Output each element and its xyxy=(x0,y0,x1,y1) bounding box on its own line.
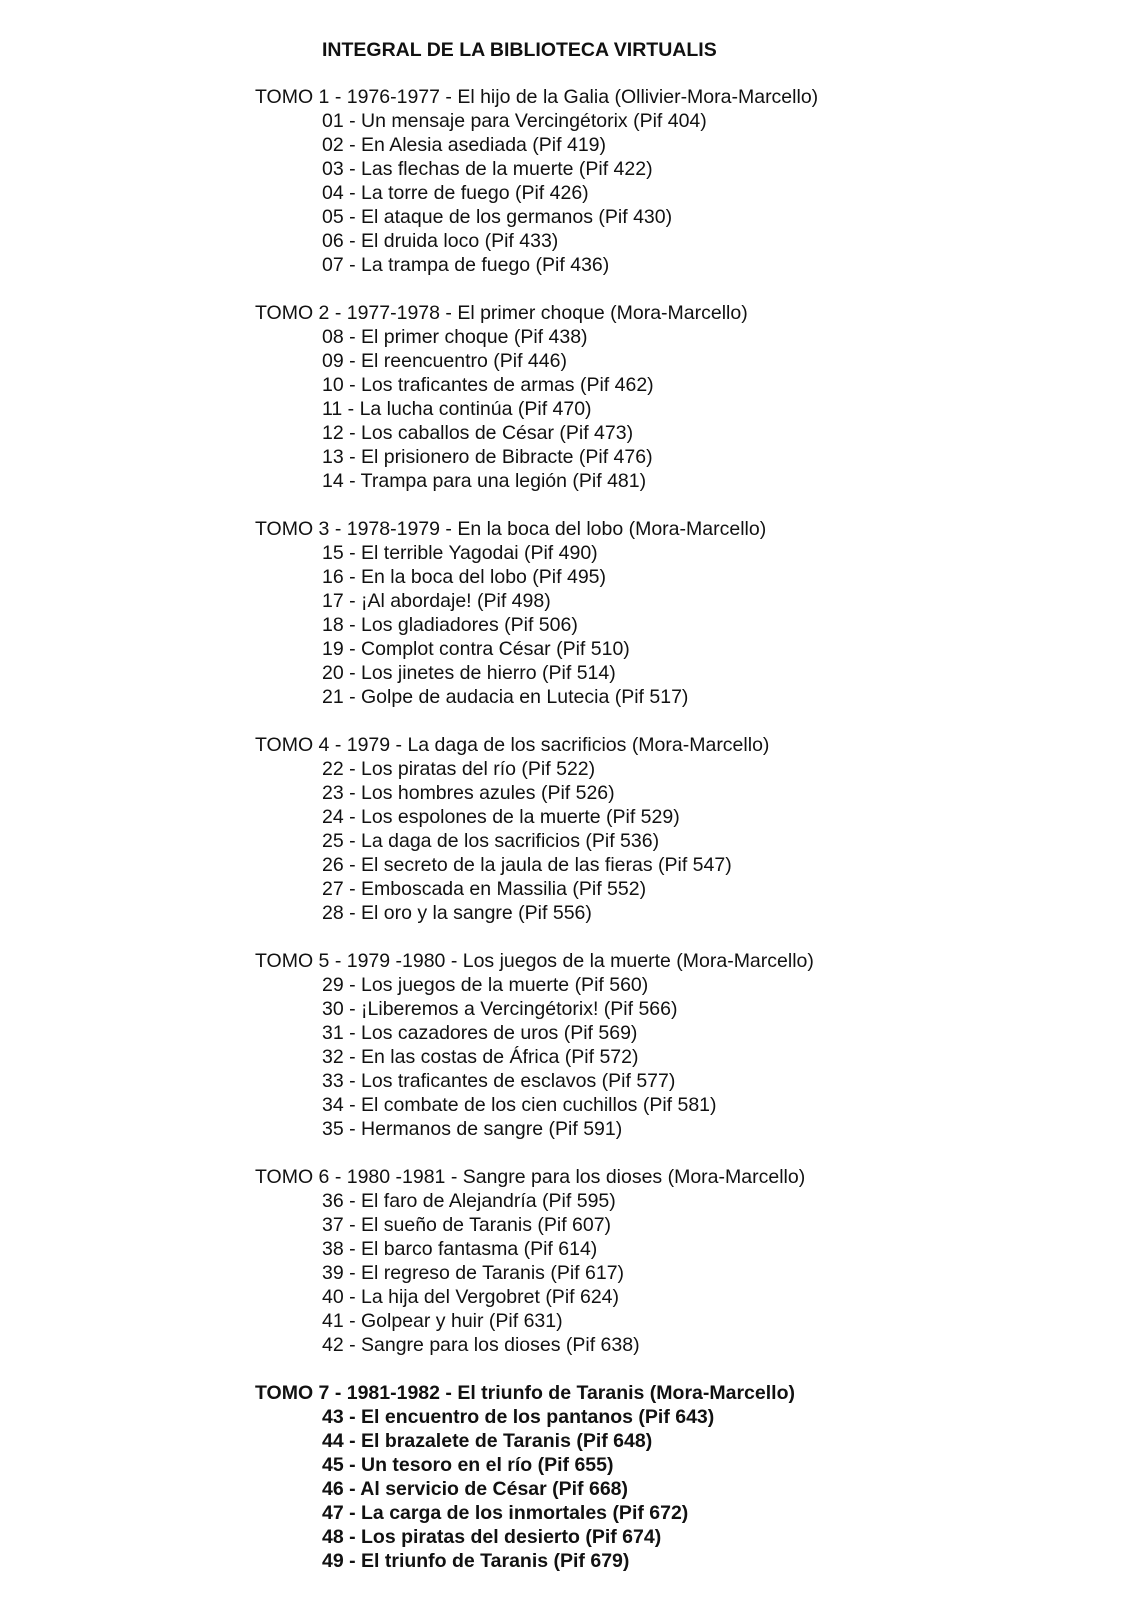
episode-item: 39 - El regreso de Taranis (Pif 617) xyxy=(322,1262,625,1284)
episode-item: 44 - El brazalete de Taranis (Pif 648) xyxy=(322,1430,653,1452)
episode-item: 06 - El druida loco (Pif 433) xyxy=(322,230,559,252)
volume-header: TOMO 7 - 1981-1982 - El triunfo de Taranis (Mora-Marcello) xyxy=(255,1382,795,1404)
episode-item: 05 - El ataque de los germanos (Pif 430) xyxy=(322,206,673,228)
episode-item: 02 - En Alesia asediada (Pif 419) xyxy=(322,134,607,156)
episode-item: 26 - El secreto de la jaula de las fieras (Pif 547) xyxy=(322,854,732,876)
page-title: INTEGRAL DE LA BIBLIOTECA VIRTUALIS xyxy=(322,39,717,61)
episode-item: 11 - La lucha continúa (Pif 470) xyxy=(322,398,592,420)
episode-item: 42 - Sangre para los dioses (Pif 638) xyxy=(322,1334,640,1356)
volume-section xyxy=(255,1381,1115,1573)
episode-item: 28 - El oro y la sangre (Pif 556) xyxy=(322,902,592,924)
episode-item: 30 - ¡Liberemos a Vercingétorix! (Pif 566) xyxy=(322,998,678,1020)
episode-item: 18 - Los gladiadores (Pif 506) xyxy=(322,614,578,636)
episode-item: 41 - Golpear y huir (Pif 631) xyxy=(322,1310,563,1332)
episode-item: 32 - En las costas de África (Pif 572) xyxy=(322,1046,639,1068)
episode-list xyxy=(255,757,1115,925)
episode-item: 01 - Un mensaje para Vercingétorix (Pif 404) xyxy=(322,110,707,132)
episode-item: 46 - Al servicio de César (Pif 668) xyxy=(322,1478,629,1500)
episode-item: 24 - Los espolones de la muerte (Pif 529) xyxy=(322,806,680,828)
episode-item: 03 - Las flechas de la muerte (Pif 422) xyxy=(322,158,653,180)
episode-item: 45 - Un tesoro en el río (Pif 655) xyxy=(322,1454,614,1476)
episode-list xyxy=(255,325,1115,493)
volume-header: TOMO 3 - 1978-1979 - En la boca del lobo (Mora-Marcello) xyxy=(255,518,767,540)
volume-header: TOMO 4 - 1979 - La daga de los sacrificios (Mora-Marcello) xyxy=(255,734,770,756)
episode-item: 43 - El encuentro de los pantanos (Pif 643) xyxy=(322,1406,715,1428)
episode-item: 35 - Hermanos de sangre (Pif 591) xyxy=(322,1118,623,1140)
episode-item: 29 - Los juegos de la muerte (Pif 560) xyxy=(322,974,649,996)
volume-header: TOMO 6 - 1980 -1981 - Sangre para los dioses (Mora-Marcello) xyxy=(255,1166,806,1188)
volume-section xyxy=(255,949,1115,1141)
volume-header: TOMO 2 - 1977-1978 - El primer choque (Mora-Marcello) xyxy=(255,302,748,324)
episode-list xyxy=(255,973,1115,1141)
volume-section xyxy=(255,1165,1115,1357)
episode-list xyxy=(255,1189,1115,1357)
episode-item: 13 - El prisionero de Bibracte (Pif 476) xyxy=(322,446,653,468)
episode-list xyxy=(255,541,1115,709)
episode-item: 40 - La hija del Vergobret (Pif 624) xyxy=(322,1286,620,1308)
episode-item: 47 - La carga de los inmortales (Pif 672) xyxy=(322,1502,689,1524)
episode-item: 15 - El terrible Yagodai (Pif 490) xyxy=(322,542,598,564)
episode-item: 19 - Complot contra César (Pif 510) xyxy=(322,638,630,660)
episode-item: 20 - Los jinetes de hierro (Pif 514) xyxy=(322,662,616,684)
episode-item: 31 - Los cazadores de uros (Pif 569) xyxy=(322,1022,638,1044)
episode-item: 36 - El faro de Alejandría (Pif 595) xyxy=(322,1190,616,1212)
episode-item: 34 - El combate de los cien cuchillos (Pif 581) xyxy=(322,1094,717,1116)
episode-item: 09 - El reencuentro (Pif 446) xyxy=(322,350,567,372)
episode-item: 04 - La torre de fuego (Pif 426) xyxy=(322,182,589,204)
episode-item: 17 - ¡Al abordaje! (Pif 498) xyxy=(322,590,551,612)
episode-item: 27 - Emboscada en Massilia (Pif 552) xyxy=(322,878,647,900)
episode-item: 21 - Golpe de audacia en Lutecia (Pif 517) xyxy=(322,686,689,708)
episode-item: 33 - Los traficantes de esclavos (Pif 577) xyxy=(322,1070,676,1092)
volume-section xyxy=(255,517,1115,709)
episode-item: 37 - El sueño de Taranis (Pif 607) xyxy=(322,1214,612,1236)
volume-header: TOMO 1 - 1976-1977 - El hijo de la Galia (Ollivier-Mora-Marcello) xyxy=(255,86,819,108)
episode-item: 48 - Los piratas del desierto (Pif 674) xyxy=(322,1526,662,1548)
volume-section xyxy=(255,301,1115,493)
episode-item: 22 - Los piratas del río (Pif 522) xyxy=(322,758,596,780)
volume-list xyxy=(255,85,1115,1597)
episode-item: 10 - Los traficantes de armas (Pif 462) xyxy=(322,374,654,396)
episode-item: 07 - La trampa de fuego (Pif 436) xyxy=(322,254,610,276)
episode-list xyxy=(255,109,1115,277)
episode-item: 38 - El barco fantasma (Pif 614) xyxy=(322,1238,598,1260)
episode-item: 49 - El triunfo de Taranis (Pif 679) xyxy=(322,1550,630,1572)
episode-item: 23 - Los hombres azules (Pif 526) xyxy=(322,782,615,804)
volume-header: TOMO 5 - 1979 -1980 - Los juegos de la muerte (Mora-Marcello) xyxy=(255,950,814,972)
volume-section xyxy=(255,733,1115,925)
episode-item: 16 - En la boca del lobo (Pif 495) xyxy=(322,566,607,588)
episode-item: 08 - El primer choque (Pif 438) xyxy=(322,326,588,348)
volume-section xyxy=(255,85,1115,277)
episode-item: 25 - La daga de los sacrificios (Pif 536) xyxy=(322,830,660,852)
episode-item: 14 - Trampa para una legión (Pif 481) xyxy=(322,470,647,492)
episode-list xyxy=(255,1405,1115,1573)
episode-item: 12 - Los caballos de César (Pif 473) xyxy=(322,422,634,444)
